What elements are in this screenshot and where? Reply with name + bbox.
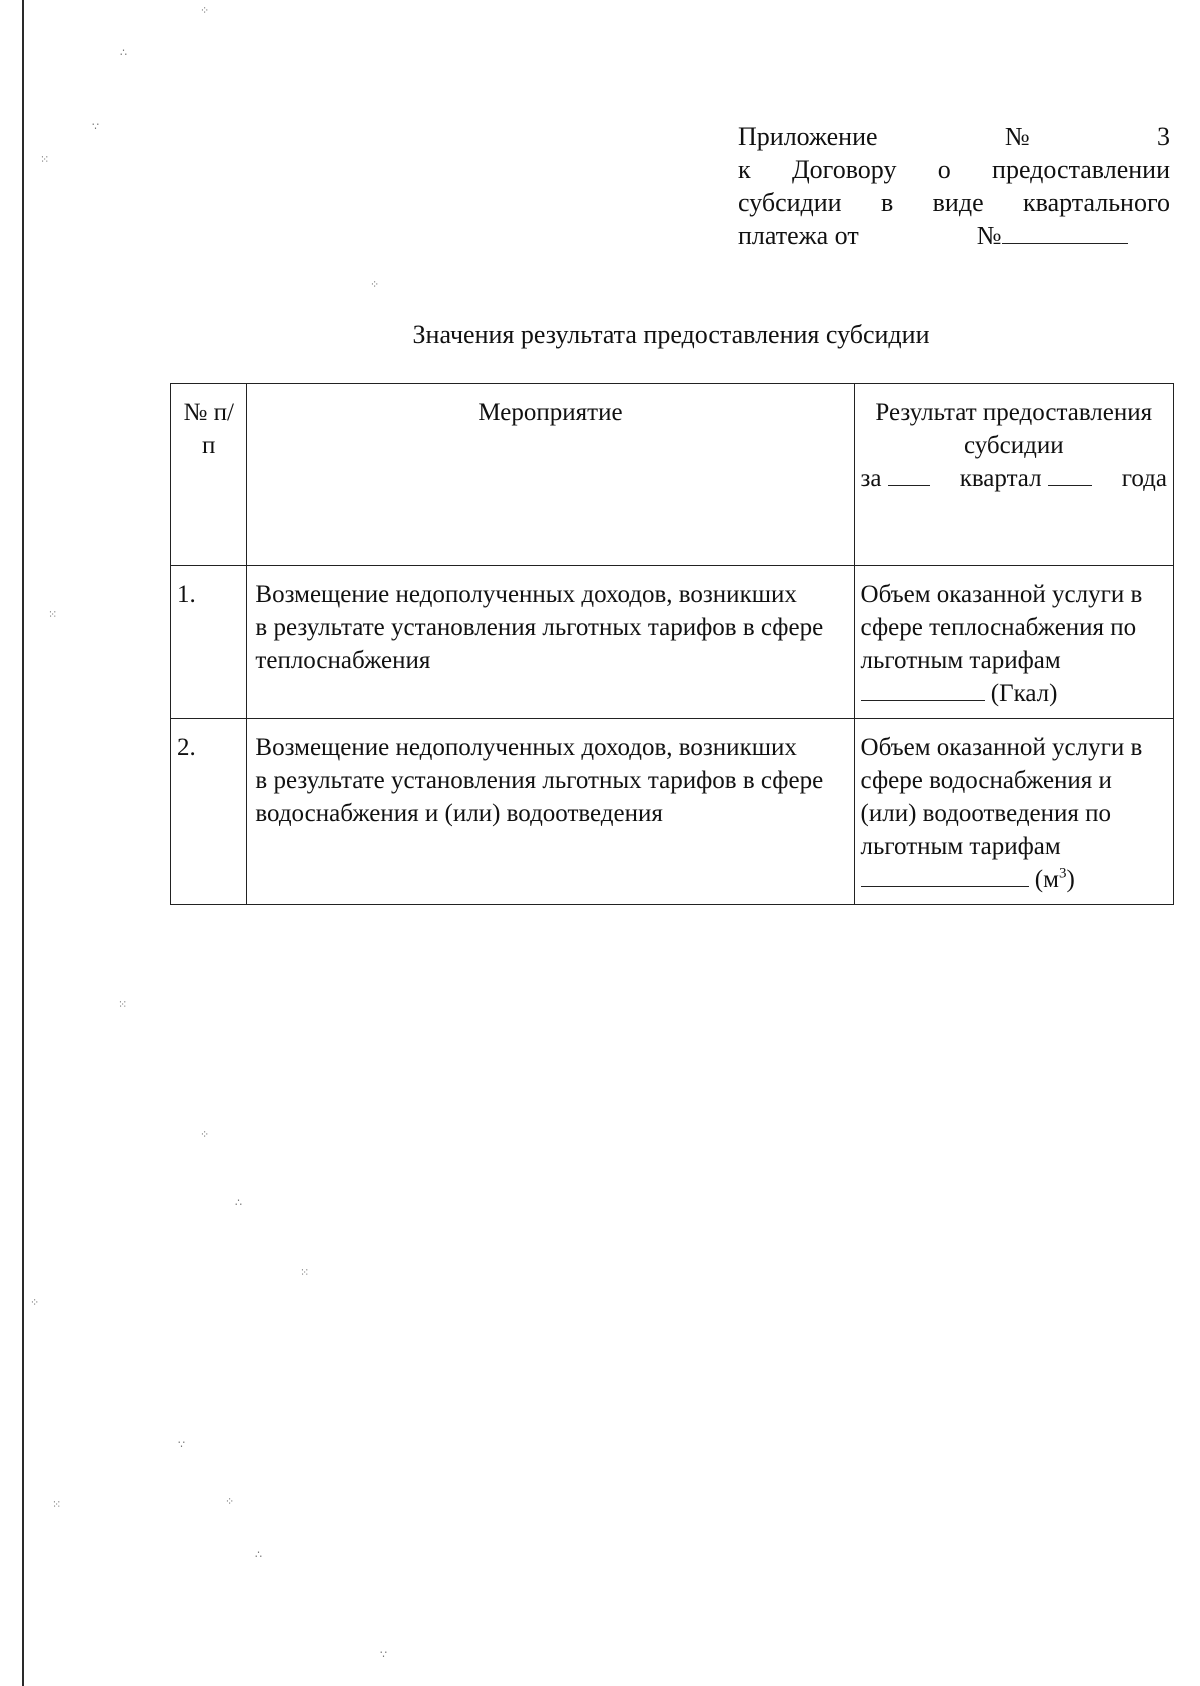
year-blank: [1048, 463, 1092, 486]
scan-speck: ⁙: [118, 999, 128, 1011]
quarter-blank: [888, 463, 930, 486]
appendix-word: субсидии: [738, 188, 842, 217]
scan-speck: ∵: [178, 1439, 185, 1451]
header-result: [854, 384, 1173, 566]
unit-close: ): [1066, 866, 1075, 893]
header-result-period: [861, 462, 1167, 495]
scan-speck: ∴: [120, 47, 127, 59]
table-row: [171, 566, 1174, 719]
value-blank: [861, 864, 1029, 887]
unit-base: (м: [1034, 866, 1059, 893]
page-title: Значения результата предоставления субсидии: [412, 320, 930, 349]
row-event: [247, 566, 854, 719]
results-table: [170, 383, 1174, 905]
scan-speck: ⁘: [225, 1496, 235, 1508]
table-row: [171, 719, 1174, 905]
row-event-line: в результате установления льготных тарифов в сфере водоснабжения и (или) водоотведения: [255, 767, 824, 827]
appendix-word: виде: [932, 188, 984, 217]
appendix-number-label: №: [976, 221, 1002, 250]
scan-speck: ⁘: [200, 5, 210, 17]
unit-superscript: 3: [1058, 865, 1067, 882]
appendix-word: в: [880, 188, 894, 217]
appendix-word: Договору: [791, 155, 897, 184]
page-left-edge: [22, 0, 24, 1686]
scan-speck: ⁘: [370, 279, 380, 291]
scan-speck: ∴: [255, 1549, 262, 1561]
appendix-word: предоставлении: [992, 155, 1170, 184]
scan-speck: ⁘: [30, 1297, 40, 1309]
appendix-word: Приложение: [738, 122, 878, 151]
period-za-label: за: [860, 465, 882, 492]
scan-speck: ∵: [92, 121, 99, 133]
row-event: [247, 719, 854, 905]
unit-label: [1035, 866, 1075, 893]
scan-speck: ⁙: [40, 154, 50, 166]
appendix-line: [738, 186, 1170, 219]
period-quarter-label: квартал: [959, 465, 1042, 492]
appendix-word: к: [738, 155, 751, 184]
value-blank: [861, 678, 985, 701]
row-result: [854, 566, 1173, 719]
row-num: 1.: [171, 566, 247, 719]
appendix-date-label: платежа от: [738, 221, 859, 250]
contract-number-blank: [1002, 219, 1128, 244]
row-result-unit: [861, 677, 1167, 710]
period-year-label: года: [1121, 465, 1167, 492]
scan-speck: ⁙: [52, 1499, 62, 1511]
row-event-line: Возмещение недополученных доходов, возникших: [255, 581, 797, 608]
appendix-word: квартального: [1023, 188, 1170, 217]
table-header-row: [171, 384, 1174, 566]
row-event-line: в результате установления льготных тарифов в сфере теплоснабжения: [255, 614, 824, 674]
scan-speck: ⁙: [300, 1267, 310, 1279]
row-result-text: Объем оказанной услуги в сфере теплоснабжения по льготным тарифам: [860, 581, 1143, 674]
appendix-line: [738, 153, 1170, 186]
row-result-unit: [861, 863, 1167, 896]
appendix-number: 3: [1156, 122, 1170, 151]
date-blank-space: [859, 219, 977, 252]
row-result: [854, 719, 1173, 905]
appendix-line: [738, 219, 1170, 252]
scan-speck: ∵: [380, 1649, 387, 1661]
appendix-word: о: [937, 155, 951, 184]
header-event: Мероприятие: [247, 384, 854, 566]
appendix-header: [738, 120, 1170, 252]
row-event-line: Возмещение недополученных доходов, возникших: [255, 734, 797, 761]
scan-speck: ∴: [235, 1197, 242, 1209]
scan-speck: ⁘: [200, 1129, 210, 1141]
scan-speck: ⁙: [48, 609, 58, 621]
row-result-text: Объем оказанной услуги в сфере водоснабжения и (или) водоотведения по льготным тарифам: [860, 734, 1143, 860]
header-num: № п/п: [171, 384, 247, 566]
header-result-label: Результат предоставления субсидии: [875, 399, 1153, 459]
row-num: 2.: [171, 719, 247, 905]
appendix-line: [738, 120, 1170, 153]
appendix-word: №: [1004, 122, 1030, 151]
unit-label: (Гкал): [990, 680, 1058, 707]
